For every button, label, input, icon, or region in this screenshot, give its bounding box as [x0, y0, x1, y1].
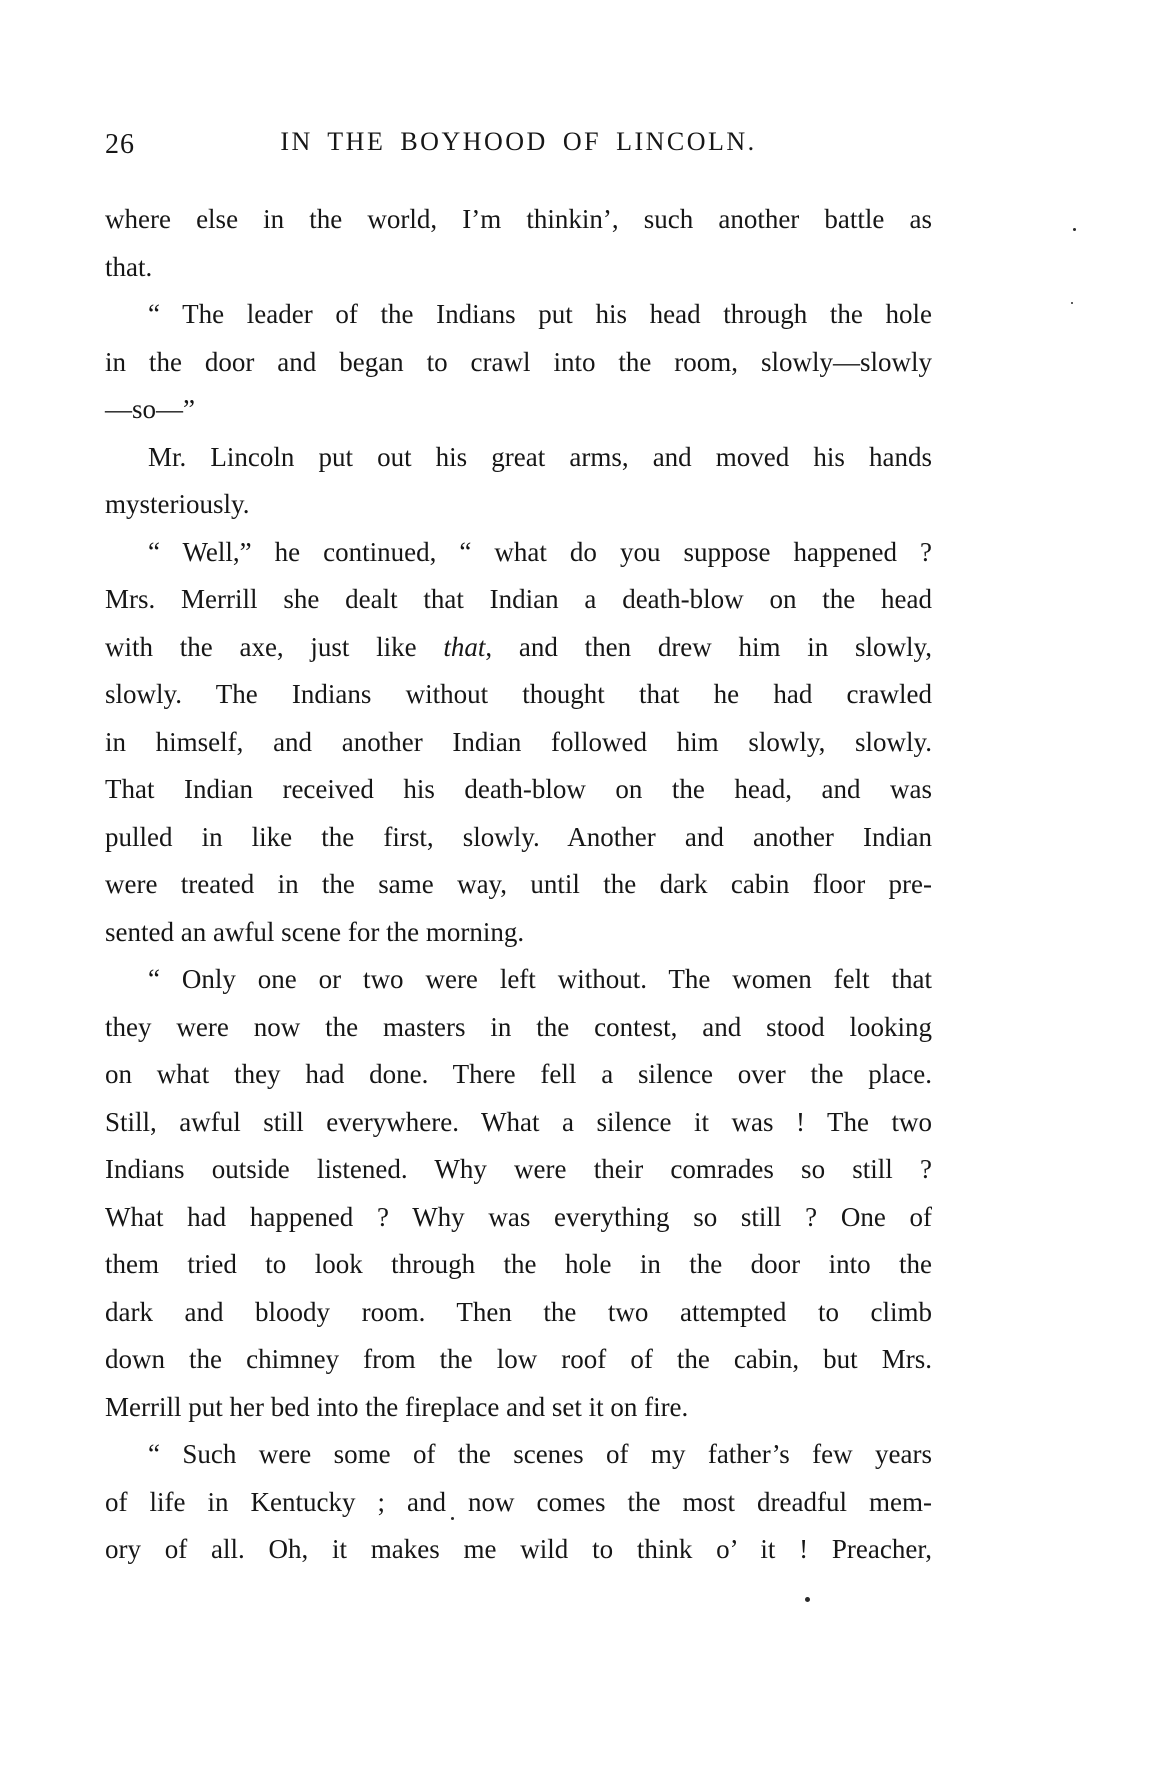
paragraph: [105, 1431, 932, 1574]
text-line: dark and bloody room. Then the two attempted to climb: [105, 1296, 932, 1327]
text-line: mysteriously.: [105, 489, 250, 519]
text-line: down the chimney from the low roof of the cabin, but Mrs.: [105, 1344, 932, 1374]
text-line: “ Such were some of the scenes of my father’s few years: [148, 1439, 932, 1469]
ink-speck: [805, 1597, 810, 1602]
text-line: “ Well,” he continued, “ what do you suppose happened ?: [148, 536, 932, 567]
text-line: Indians outside listened. Why were their comrades so still ?: [105, 1154, 932, 1184]
text-line: pulled in like the first, slowly. Another and another Indian: [105, 821, 932, 852]
text-line: where else in the world, I’m thinkin’, such another battle as: [105, 204, 932, 234]
page-number: 26: [105, 129, 135, 160]
paragraph: [105, 529, 932, 957]
text-line: were treated in the same way, until the dark cabin floor pre-: [105, 869, 932, 899]
ink-speck: [1071, 302, 1073, 304]
text-line: sented an awful scene for the morning.: [105, 916, 525, 947]
paragraph: [105, 434, 932, 529]
text-line: What had happened ? Why was everything so still ? One of: [105, 1201, 932, 1232]
text-line: ory of all. Oh, it makes me wild to think o’ it ! Preacher,: [105, 1534, 932, 1564]
paragraph: [105, 956, 932, 1431]
text-line: Mr. Lincoln put out his great arms, and moved his hands: [148, 441, 932, 472]
text-line: Mrs. Merrill she dealt that Indian a death-blow on the head: [105, 584, 932, 614]
text-line: —so—”: [105, 394, 195, 424]
text-line: Merrill put her bed into the fireplace and set it on fire.: [105, 1391, 689, 1422]
text-line: in the door and began to crawl into the room, slowly—slowly: [105, 346, 932, 377]
text-line: with the axe, just like that, and then drew him in slowly,: [105, 631, 932, 662]
running-title: IN THE BOYHOOD OF LINCOLN.: [280, 127, 757, 156]
paragraph: [105, 196, 932, 291]
ink-speck: [451, 1517, 454, 1520]
page-header: [105, 127, 932, 163]
ink-speck: [1073, 228, 1076, 231]
text-line: Still, awful still everywhere. What a silence it was ! The two: [105, 1106, 932, 1137]
text-line: of life in Kentucky ; and now comes the most dreadful mem-: [105, 1486, 932, 1517]
text-line: slowly. The Indians without thought that he had crawled: [105, 679, 932, 709]
page-body: [105, 196, 932, 1574]
text-line: they were now the masters in the contest, and stood looking: [105, 1011, 932, 1042]
paragraph: [105, 291, 932, 434]
text-line: “ Only one or two were left without. The women felt that: [148, 964, 932, 994]
text-line: That Indian received his death-blow on the head, and was: [105, 774, 932, 804]
text-line: in himself, and another Indian followed him slowly, slowly.: [105, 726, 932, 757]
text-line: that.: [105, 251, 153, 282]
text-line: “ The leader of the Indians put his head through the hole: [148, 299, 932, 329]
text-line: on what they had done. There fell a silence over the place.: [105, 1059, 932, 1089]
text-block: [105, 127, 932, 1574]
text-line: them tried to look through the hole in the door into the: [105, 1249, 932, 1279]
